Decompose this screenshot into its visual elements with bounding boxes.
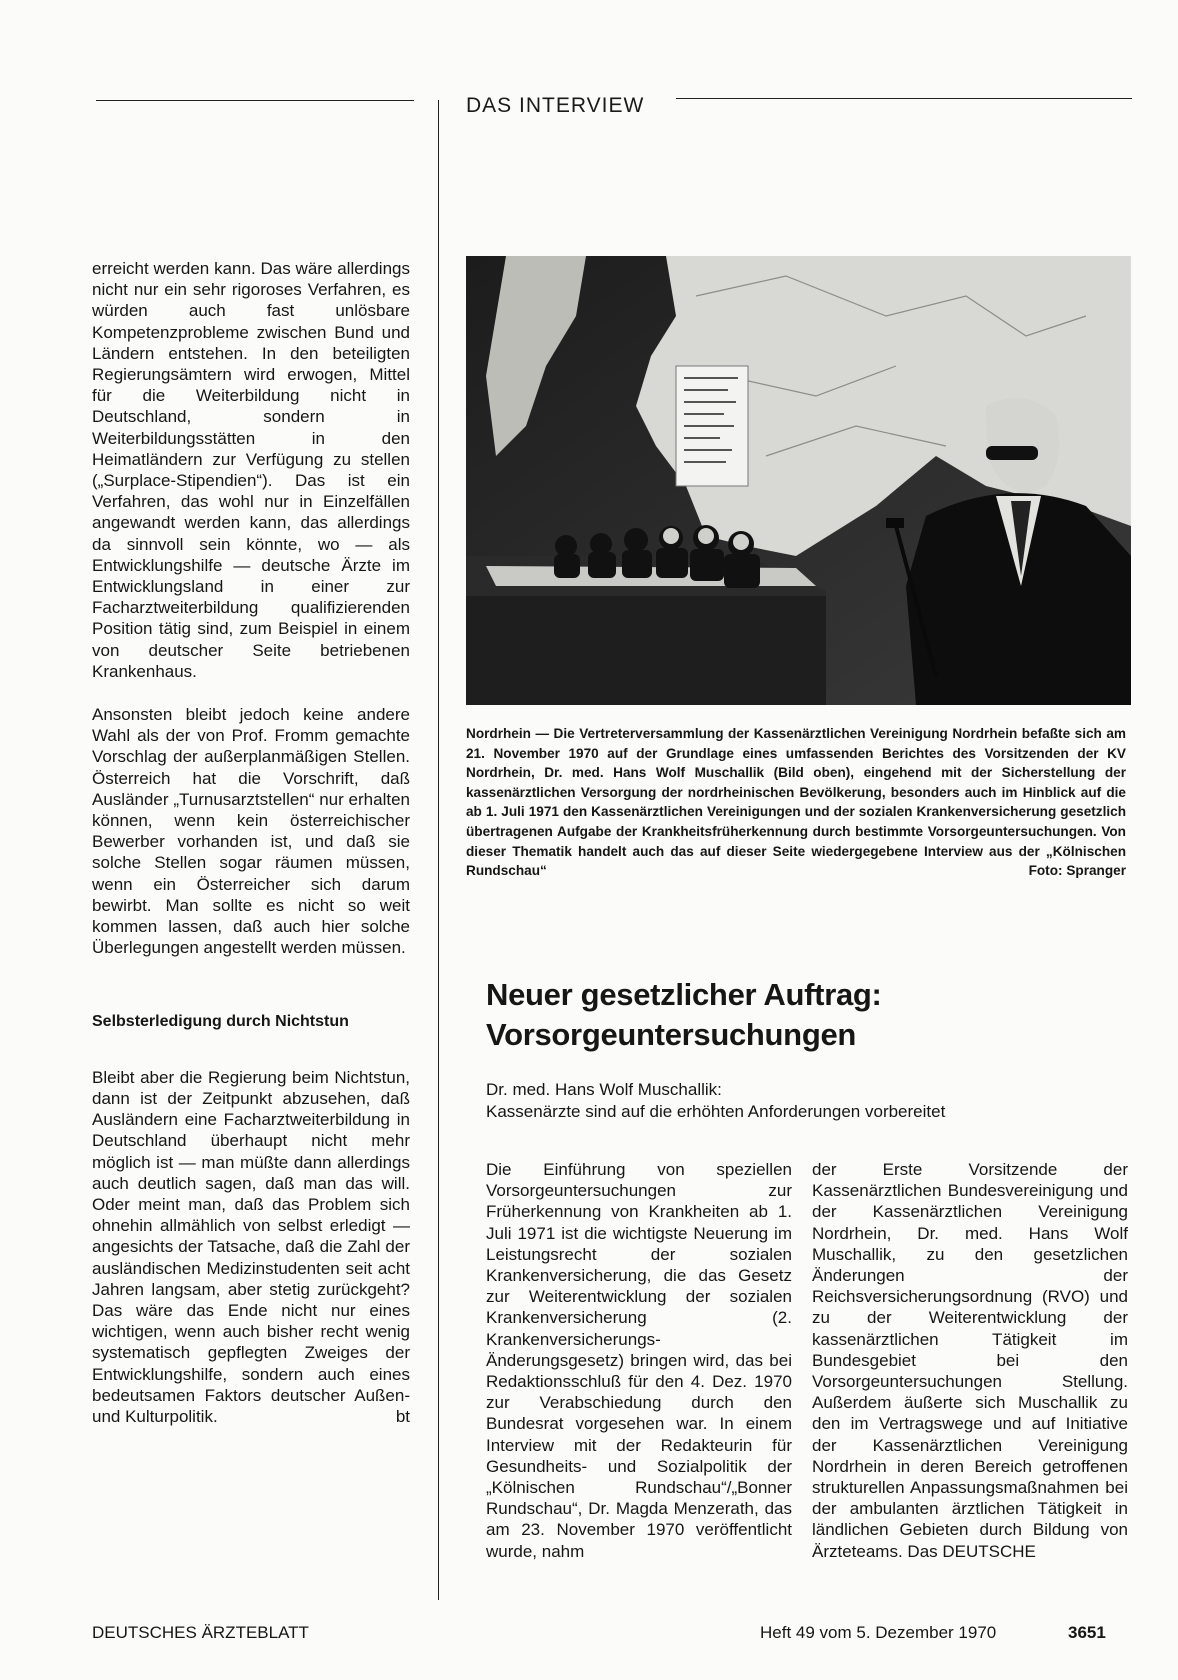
article-column-1 xyxy=(486,1159,792,1562)
left-column xyxy=(92,258,410,1427)
photo-caption-text: Nordrhein — Die Vertreterversammlung der Kassenärztlichen Vereinigung Nordrhein befaßte sich am 21. November 1970 auf der Grundlage eines umfassenden Berichtes des Vorsitzenden der KV Nordrhein, Dr. med. Hans Wolf Muschallik (Bild oben), eingehend mit der Sicherstellung der kassenärztlichen Versorgung der nordrheinischen Bevölkerung, besonders auch im Hinblick auf die ab 1. Juli 1971 den Kassenärztlichen Vereinigungen und der sozialen Krankenversicherung gesetzlich übertragenen Aufgabe der Krankheitsfrüherkennung durch bestimmte Vorsorgeuntersuchungen. Von dieser Thematik handelt auch das auf dieser Seite wiedergegebene Interview aus der „Kölnischen Rundschau“ xyxy=(466,726,1126,879)
article-subtitle: Kassenärzte sind auf die erhöhten Anforderungen vorbereitet xyxy=(486,1102,946,1121)
photo-credit: Foto: Spranger xyxy=(1028,863,1126,879)
article-column-1-text: Die Einführung von speziellen Vorsorgeuntersuchungen zur Früherkennung von Krankheiten ab 1. Juli 1971 ist die wichtigste Neuerung im Leistungsrecht der sozialen Krankenversicherung, die das Gesetz zur Weiterentwicklung der sozialen Krankenversicherung (2. Krankenversicherungs-Änderungsgesetz) bringen wird, das bei Redaktionsschluß für den 4. Dez. 1970 zur Verabschiedung durch den Bundesrat vorgesehen war. In einem Interview mit der Redakteurin für Gesundheits- und Sozialpolitik der „Kölnischen Rundschau“/„Bonner Rundschau“, Dr. Magda Menzerath, das am 23. November 1970 veröffentlicht wurde, nahm xyxy=(486,1160,792,1561)
column-divider xyxy=(438,100,439,1600)
footer-page-number: 3651 xyxy=(1068,1623,1106,1642)
meeting-photo xyxy=(466,256,1131,705)
article-column-2 xyxy=(812,1159,1128,1562)
left-subheading: Selbsterledigung durch Nichtstun xyxy=(92,1012,349,1030)
article-subtitle-block xyxy=(486,1079,1126,1123)
photo-caption xyxy=(466,724,1126,881)
footer-journal: DEUTSCHES ÄRZTEBLATT xyxy=(92,1623,309,1642)
left-paragraph-3 xyxy=(92,1067,410,1427)
section-title: DAS INTERVIEW xyxy=(466,94,645,117)
headline-line-2: Vorsorgeuntersuchungen xyxy=(486,1017,857,1052)
header-rule-left xyxy=(96,100,414,101)
left-paragraph-3-text: Bleibt aber die Regierung beim Nichtstun, dann ist der Zeitpunkt abzusehen, daß Ausländern eine Facharztweiterbildung in Deutschland überhaupt nicht mehr möglich ist — man müßte dann allerdings auch deutlich sagen, daß man das will. Oder meint man, daß das Problem sich ohnehin allmählich von selbst erledigt — angesichts der Tatsache, daß die Zahl der ausländischen Medizinstudenten seit acht Jahren langsam, aber stetig zurückgeht? Das wäre das Ende nicht nur eines wichtigen, wenn auch bisher recht wenig systematisch gepflegten Zweiges der Entwicklungshilfe, sondern auch eines bedeutsamen Faktors deutscher Außen- und Kulturpolitik. xyxy=(92,1067,410,1426)
meeting-photo-graphic xyxy=(466,256,1131,705)
article-byline: Dr. med. Hans Wolf Muschallik: xyxy=(486,1080,722,1099)
left-paragraph-1: erreicht werden kann. Das wäre allerdings nicht nur ein sehr rigoroses Verfahren, es würden auch fast unlösbare Kompetenzprobleme zwischen Bund und Ländern entstehen. In den beteiligten Regierungsämtern wird erwogen, Mittel für die Weiterbildung nicht in Deutschland, sondern in Weiterbildungsstätten in den Heimatländern zur Verfügung zu stellen („Surplace-Stipendien“). Das ist ein Verfahren, das wohl nur in Einzelfällen angewandt werden kann, das allerdings da sinnvoll sein könnte, wo — als Entwicklungshilfe — deutsche Ärzte im Entwicklungsland in einer zur Facharztweiterbildung qualifizierenden Position tätig sind, zum Beispiel in einem von deutscher Seite betriebenen Krankenhaus. xyxy=(92,259,410,681)
headline-line-1: Neuer gesetzlicher Auftrag: xyxy=(486,977,882,1012)
footer-issue: Heft 49 vom 5. Dezember 1970 xyxy=(760,1623,997,1642)
author-initials: bt xyxy=(395,1406,410,1426)
header-rule-right xyxy=(676,98,1132,99)
article-headline xyxy=(486,975,1126,1055)
left-paragraph-2: Ansonsten bleibt jedoch keine andere Wahl als der von Prof. Fromm gemachte Vorschlag der außerplanmäßigen Stellen. Österreich hat die Vorschrift, daß Ausländer „Turnusarztstellen“ nur erhalten können, wenn kein österreichischer Bewerber vorhanden ist, und daß sie solche Stellen sogar räumen müssen, wenn ein Österreicher sich darum bewirbt. Man sollte es nicht so weit kommen lassen, daß auch hier solche Überlegungen angestellt werden müssen. xyxy=(92,705,410,958)
article-column-2-text: der Erste Vorsitzende der Kassenärztlichen Bundesvereinigung und der Kassenärztlichen Vereinigung Nordrhein, Dr. med. Hans Wolf Muschallik, zu den gesetzlichen Änderungen der Reichsversicherungsordnung (RVO) und zu der Weiterentwicklung der kassenärztlichen Tätigkeit im Bundesgebiet bei den Vorsorgeuntersuchungen Stellung. Außerdem äußerte sich Muschallik zu den im Vertragswege und auf Initiative der Kassenärztlichen Vereinigung Nordrhein in deren Bereich getroffenen strukturellen Anpassungsmaßnahmen bei der ambulanten ärztlichen Tätigkeit in ländlichen Gebieten durch Bildung von Ärzteteams. Das DEUTSCHE xyxy=(812,1160,1128,1561)
